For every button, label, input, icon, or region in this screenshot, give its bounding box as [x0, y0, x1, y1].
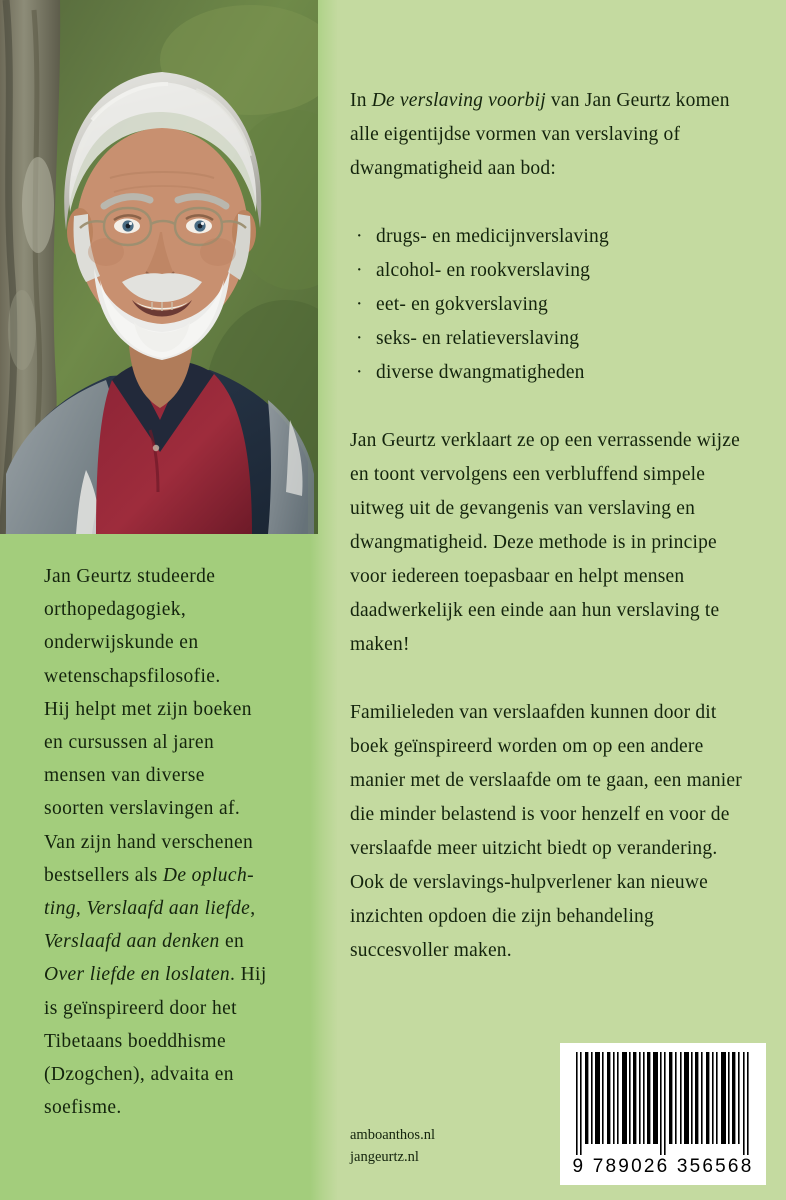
author-biography	[44, 560, 306, 1124]
book-title-de-opluchting-part2: ting	[44, 898, 76, 920]
bio-line-9: Van zijn hand verschenen	[44, 831, 254, 853]
isbn-number: 9 789026 356568	[572, 1156, 754, 1177]
list-item	[350, 220, 750, 254]
list-item-label: seks- en relatieverslaving	[376, 328, 580, 349]
spacer	[350, 390, 750, 424]
bio-sentence-continue: . Hij	[230, 964, 267, 986]
author-website-link[interactable]: jangeurtz.nl	[350, 1149, 419, 1165]
website-links	[350, 1124, 435, 1168]
bio-line-1: Jan Geurtz studeerde	[44, 566, 216, 587]
publisher-website-link[interactable]: amboanthos.nl	[350, 1127, 435, 1143]
ean13-barcode-icon	[570, 1052, 756, 1155]
bio-line-7: mensen van diverse	[44, 765, 205, 787]
bullet-icon: ·	[356, 260, 363, 281]
back-cover-blurb	[350, 84, 750, 968]
addiction-types-list	[350, 220, 750, 390]
book-title-over-liefde-en-loslaten: Over liefde en loslaten	[44, 964, 231, 986]
bio-line-8: soorten verslavingen af.	[44, 798, 241, 820]
list-item-label: eet- en gokverslaving	[376, 294, 548, 315]
spacer	[350, 662, 750, 696]
book-title-verslaafd-aan-denken: Verslaafd aan denken	[44, 931, 220, 953]
list-item-label: alcohol- en rookverslaving	[376, 260, 591, 281]
bio-comma-2: ,	[250, 898, 256, 920]
list-item-label: diverse dwangmatigheden	[376, 362, 585, 383]
book-title-de-opluchting-part1: De opluch-	[162, 864, 254, 886]
list-item-label: drugs- en medicijnverslaving	[376, 226, 609, 247]
method-paragraph: Jan Geurtz verklaart ze op een verrassende wijze en toont vervolgens een verbluffend simpele uitweg uit de gevangenis van verslaving en dwangmatigheid. Deze methode is in principe voor iedereen toepasbaar en helpt mensen daadwerkelijk een einde aan hun verslaving te maken!	[350, 430, 740, 655]
author-portrait-photo	[0, 0, 318, 534]
bio-line-end-2: Tibetaans boeddhisme	[44, 1030, 227, 1052]
bio-bestsellers-label: bestsellers als	[44, 864, 163, 886]
intro-prefix: In	[350, 90, 372, 111]
bio-line-2: orthopedagogiek,	[44, 599, 187, 621]
book-title-de-verslaving-voorbij: De verslaving voorbij	[371, 90, 546, 111]
list-item	[350, 254, 750, 288]
bullet-icon: ·	[356, 362, 363, 383]
bio-line-end-3: (Dzogchen), advaita en	[44, 1064, 234, 1086]
bio-line-end-1: is geïnspireerd door het	[44, 997, 237, 1019]
list-item	[350, 356, 750, 390]
intro-paragraph	[350, 84, 750, 186]
intro-suffix: van Jan Geurtz komen alle eigentijdse vormen van verslaving of dwangmatigheid aan bod:	[350, 90, 730, 179]
bullet-icon: ·	[356, 328, 363, 349]
bullet-icon: ·	[356, 294, 363, 315]
book-title-verslaafd-aan-liefde: Verslaafd aan liefde	[86, 898, 251, 920]
family-paragraph: Familieleden van verslaafden kunnen door dit boek geïnspireerd worden om op een andere manier met de verslaafde om te gaan, een manier die minder belastend is voor henzelf en voor de verslaafde meer uitzicht biedt op verandering. Ook de verslavings-hulpverlener kan nieuwe inzichten opdoen die zijn behandeling succesvoller maken.	[350, 702, 742, 961]
bio-comma-1: ,	[75, 898, 87, 920]
bio-line-end-4: soefisme.	[44, 1097, 122, 1119]
bullet-icon: ·	[356, 226, 363, 247]
bio-line-6: en cursussen al jaren	[44, 732, 215, 754]
bio-line-3: onderwijskunde en	[44, 632, 199, 654]
isbn-barcode	[560, 1043, 766, 1185]
list-item	[350, 288, 750, 322]
bio-conjunction-1: en	[219, 931, 245, 953]
list-item	[350, 322, 750, 356]
bio-line-4: wetenschapsfilosofie.	[44, 665, 221, 687]
spacer	[350, 186, 750, 220]
bio-line-5: Hij helpt met zijn boeken	[44, 698, 252, 720]
